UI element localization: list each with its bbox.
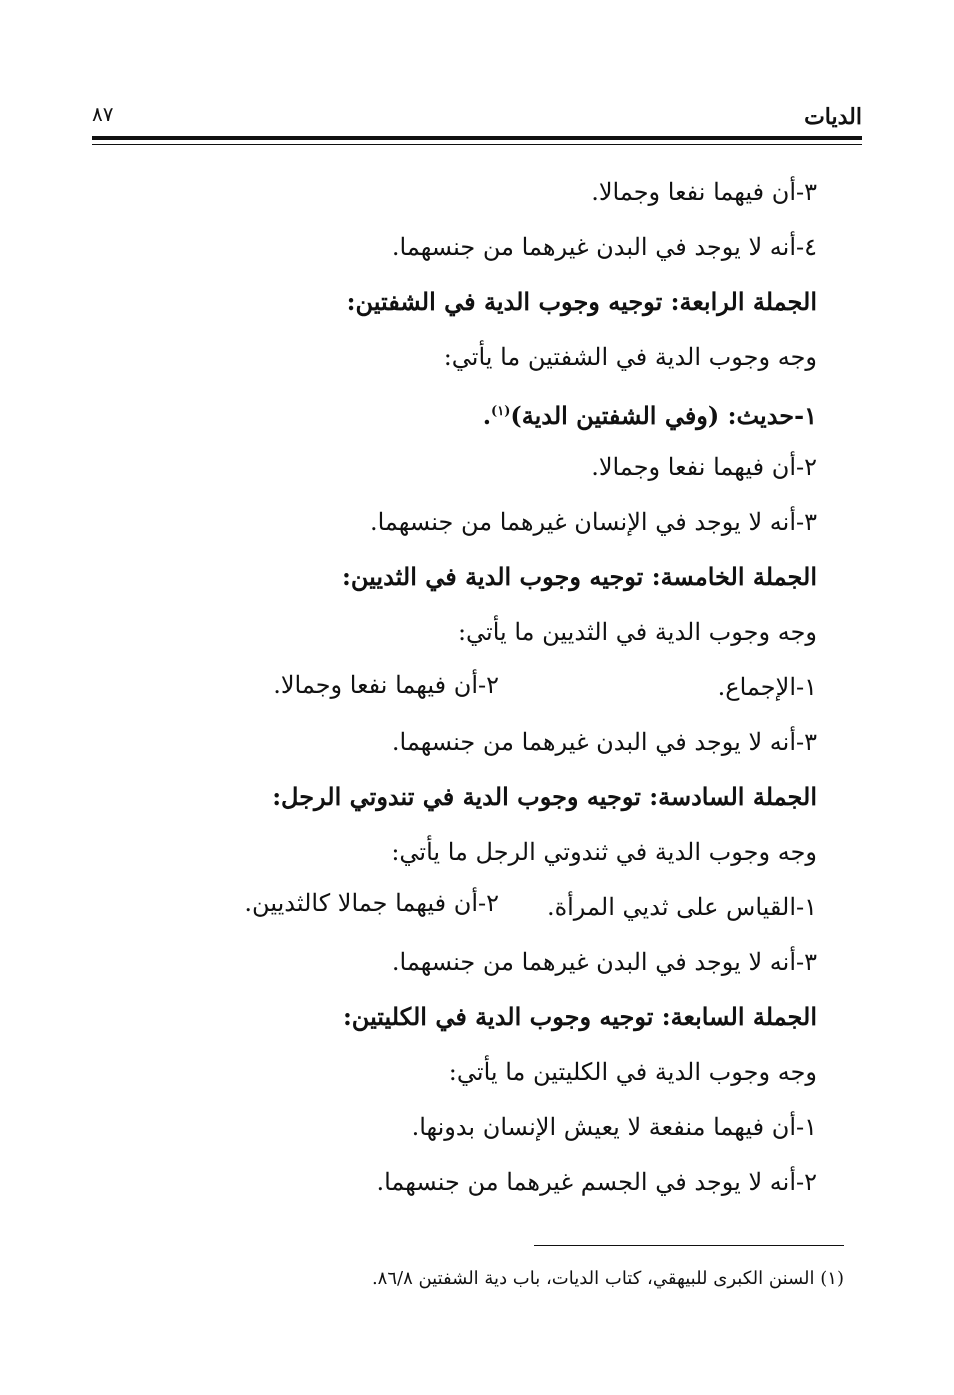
text-line: ١-أن فيهما منفعة لا يعيش الإنسان بدونها. (411, 1113, 817, 1141)
text-line: وجه وجوب الدية في الثديين ما يأتي: (457, 618, 817, 646)
running-header-title: الديات (804, 104, 862, 130)
page-number: ٨٧ (92, 102, 114, 126)
text-line: وجه وجوب الدية في ثندوتي الرجل ما يأتي: (391, 838, 817, 866)
section-heading: الجملة السابعة: توجيه وجوب الدية في الكليتين: (342, 1002, 817, 1031)
hadith-text: ١-حديث: (وفي الشفتين الدية) (510, 401, 817, 430)
header-rule-thin (92, 144, 862, 145)
text-line: ٢-أنه لا يوجد في الجسم غيرهما من جنسهما. (376, 1168, 817, 1196)
text-line-column-2: ٢-أن فيهما جمالا كالثديين. (244, 889, 499, 917)
text-line: ٢-أن فيهما نفعا وجمالا. (591, 453, 817, 481)
header-rule-thick (92, 136, 862, 140)
text-line: وجه وجوب الدية في الكليتين ما يأتي: (448, 1058, 817, 1086)
section-heading: الجملة السادسة: توجيه وجوب الدية في تندوتي الرجل: (272, 782, 817, 811)
hadith-end-period: . (482, 401, 492, 430)
footnote: (١) السنن الكبرى للبيهقي، كتاب الديات، باب دية الشفتين ٨٦/٨. (371, 1268, 844, 1289)
section-heading: الجملة الخامسة: توجيه وجوب الدية في الثديين: (342, 562, 817, 591)
hadith-line (483, 395, 817, 433)
text-line: ١-القياس على ثديي المرأة. (546, 893, 817, 921)
text-line: ٣-أنه لا يوجد في البدن غيرهما من جنسهما. (391, 728, 817, 756)
footnote-separator (534, 1245, 844, 1246)
text-line-column-2: ٢-أن فيهما نفعا وجمالا. (273, 671, 499, 699)
text-line: ٤-أنه لا يوجد في البدن غيرهما من جنسهما. (391, 233, 817, 261)
text-line: وجه وجوب الدية في الشفتين ما يأتي: (443, 343, 817, 371)
footnote-marker: (١) (491, 404, 511, 419)
text-line: ٣-أنه لا يوجد في الإنسان غيرهما من جنسهما. (369, 508, 817, 536)
text-line: ٣-أن فيهما نفعا وجمالا. (591, 178, 817, 206)
text-line: ١-الإجماع. (717, 673, 817, 701)
text-line: ٣-أنه لا يوجد في البدن غيرهما من جنسهما. (391, 948, 817, 976)
section-heading: الجملة الرابعة: توجيه وجوب الدية في الشفتين: (346, 287, 817, 316)
